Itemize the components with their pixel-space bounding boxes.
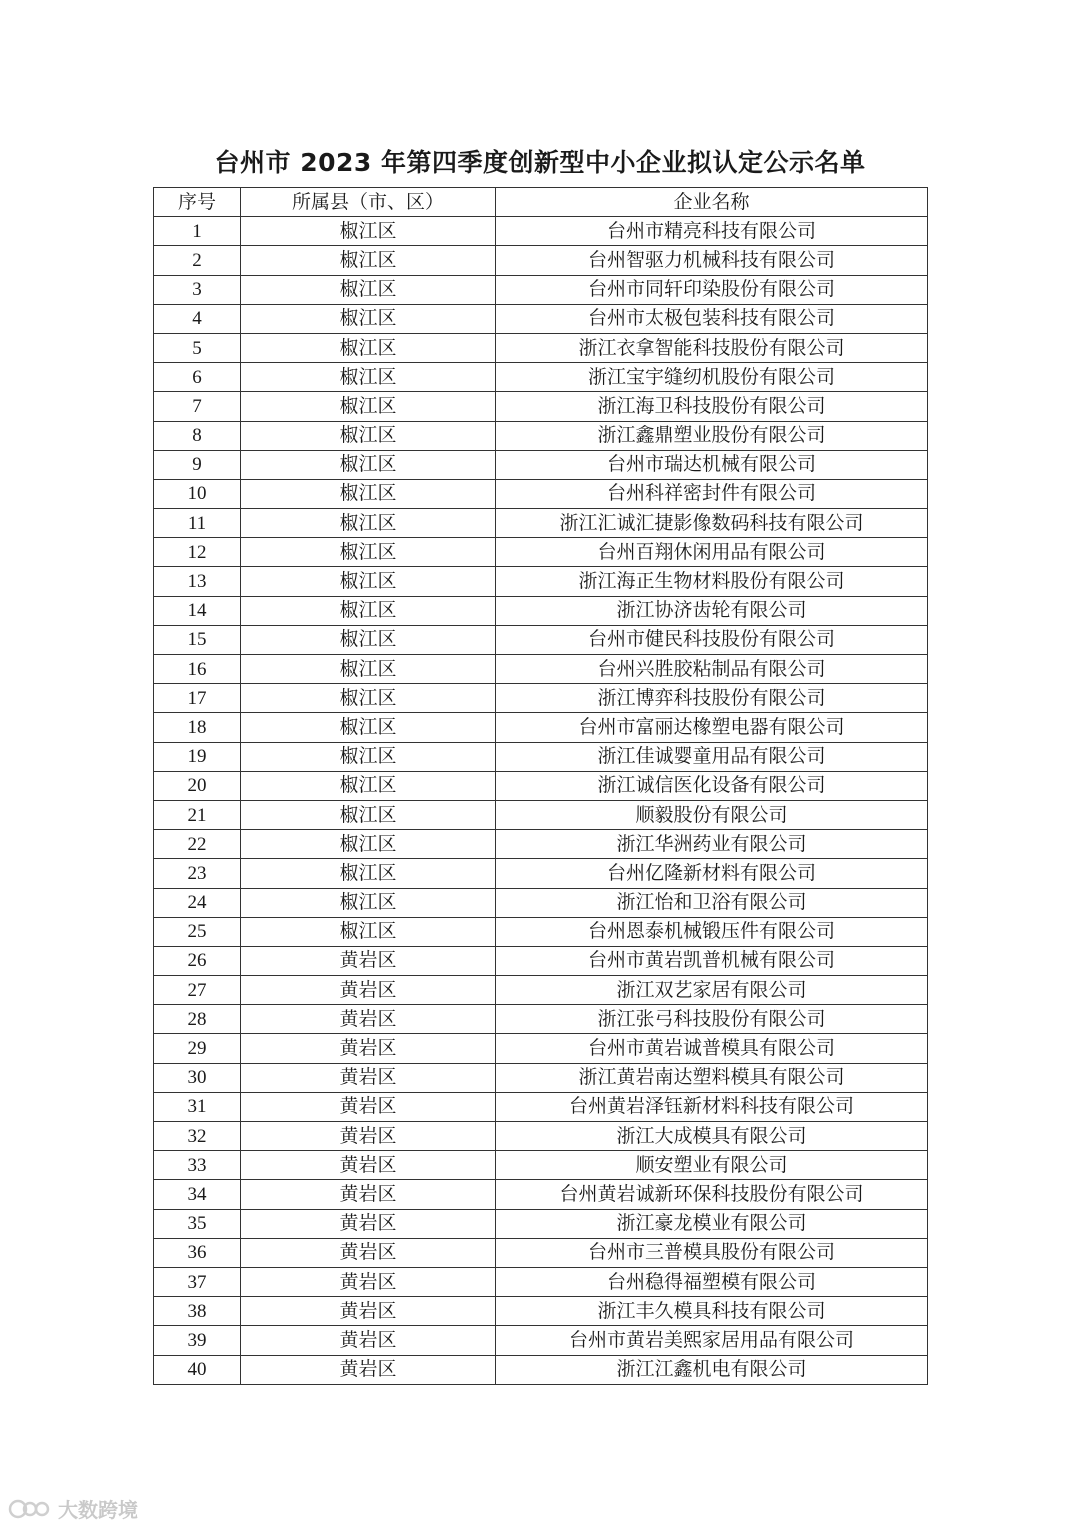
cell-serial-number: 20 [154, 771, 241, 800]
cell-company-name: 浙江海卫科技股份有限公司 [496, 392, 928, 421]
table-row [154, 275, 928, 304]
cell-company-name: 台州智驱力机械科技有限公司 [496, 246, 928, 275]
header-serial-number: 序号 [154, 188, 241, 217]
cell-district: 黄岩区 [241, 1238, 496, 1267]
cell-company-name: 浙江衣拿智能科技股份有限公司 [496, 333, 928, 362]
table-row [154, 392, 928, 421]
table-row [154, 246, 928, 275]
cell-company-name: 浙江张弓科技股份有限公司 [496, 1005, 928, 1034]
table-row [154, 1209, 928, 1238]
cell-company-name: 浙江诚信医化设备有限公司 [496, 771, 928, 800]
cell-serial-number: 1 [154, 217, 241, 246]
cell-serial-number: 17 [154, 684, 241, 713]
table-row [154, 1151, 928, 1180]
cell-serial-number: 38 [154, 1297, 241, 1326]
cell-company-name: 浙江博弈科技股份有限公司 [496, 684, 928, 713]
company-list-table [153, 187, 928, 1385]
cell-company-name: 顺安塑业有限公司 [496, 1151, 928, 1180]
watermark-logo-icon [8, 1497, 52, 1521]
cell-company-name: 台州市黄岩诚普模具有限公司 [496, 1034, 928, 1063]
table-row [154, 333, 928, 362]
cell-district: 椒江区 [241, 275, 496, 304]
watermark [8, 1494, 138, 1523]
table-row [154, 1063, 928, 1092]
cell-company-name: 台州恩泰机械锻压件有限公司 [496, 917, 928, 946]
cell-district: 椒江区 [241, 333, 496, 362]
table-row [154, 567, 928, 596]
cell-serial-number: 3 [154, 275, 241, 304]
table-row [154, 888, 928, 917]
cell-serial-number: 13 [154, 567, 241, 596]
cell-district: 黄岩区 [241, 1326, 496, 1355]
cell-serial-number: 6 [154, 363, 241, 392]
cell-district: 椒江区 [241, 888, 496, 917]
table-row [154, 450, 928, 479]
table-row [154, 1122, 928, 1151]
header-district: 所属县（市、区） [241, 188, 496, 217]
cell-district: 黄岩区 [241, 1267, 496, 1296]
table-row [154, 1034, 928, 1063]
cell-serial-number: 24 [154, 888, 241, 917]
cell-company-name: 台州市三普模具股份有限公司 [496, 1238, 928, 1267]
cell-company-name: 顺毅股份有限公司 [496, 800, 928, 829]
table-row [154, 479, 928, 508]
cell-serial-number: 16 [154, 655, 241, 684]
cell-company-name: 浙江丰久模具科技有限公司 [496, 1297, 928, 1326]
cell-serial-number: 35 [154, 1209, 241, 1238]
cell-serial-number: 23 [154, 859, 241, 888]
cell-serial-number: 28 [154, 1005, 241, 1034]
table-row [154, 771, 928, 800]
document-title: 台州市 2023 年第四季度创新型中小企业拟认定公示名单 [214, 148, 866, 177]
cell-district: 黄岩区 [241, 1355, 496, 1384]
table-row [154, 1297, 928, 1326]
table-row [154, 509, 928, 538]
cell-district: 椒江区 [241, 363, 496, 392]
cell-district: 椒江区 [241, 421, 496, 450]
table-row [154, 917, 928, 946]
table-row [154, 859, 928, 888]
cell-serial-number: 30 [154, 1063, 241, 1092]
cell-district: 黄岩区 [241, 1209, 496, 1238]
cell-serial-number: 37 [154, 1267, 241, 1296]
cell-district: 黄岩区 [241, 1092, 496, 1121]
cell-company-name: 浙江鑫鼎塑业股份有限公司 [496, 421, 928, 450]
table-row [154, 421, 928, 450]
cell-company-name: 浙江双艺家居有限公司 [496, 976, 928, 1005]
cell-serial-number: 36 [154, 1238, 241, 1267]
cell-district: 椒江区 [241, 771, 496, 800]
cell-company-name: 台州黄岩诚新环保科技股份有限公司 [496, 1180, 928, 1209]
cell-company-name: 台州市富丽达橡塑电器有限公司 [496, 713, 928, 742]
table-row [154, 946, 928, 975]
cell-company-name: 台州市瑞达机械有限公司 [496, 450, 928, 479]
cell-company-name: 台州市太极包装科技有限公司 [496, 304, 928, 333]
cell-serial-number: 15 [154, 625, 241, 654]
cell-district: 椒江区 [241, 509, 496, 538]
cell-district: 椒江区 [241, 859, 496, 888]
cell-serial-number: 21 [154, 800, 241, 829]
cell-serial-number: 19 [154, 742, 241, 771]
cell-district: 椒江区 [241, 742, 496, 771]
table-row [154, 1092, 928, 1121]
cell-serial-number: 34 [154, 1180, 241, 1209]
cell-company-name: 浙江协济齿轮有限公司 [496, 596, 928, 625]
table-row [154, 655, 928, 684]
cell-district: 椒江区 [241, 625, 496, 654]
cell-serial-number: 4 [154, 304, 241, 333]
cell-serial-number: 33 [154, 1151, 241, 1180]
cell-district: 椒江区 [241, 538, 496, 567]
cell-serial-number: 11 [154, 509, 241, 538]
table-row [154, 1005, 928, 1034]
table-row [154, 830, 928, 859]
table-row [154, 684, 928, 713]
table-row [154, 1238, 928, 1267]
table-row [154, 596, 928, 625]
cell-district: 椒江区 [241, 917, 496, 946]
watermark-text: 大数跨境 [58, 1498, 138, 1522]
cell-serial-number: 9 [154, 450, 241, 479]
table-row [154, 1355, 928, 1384]
cell-serial-number: 7 [154, 392, 241, 421]
cell-district: 黄岩区 [241, 946, 496, 975]
cell-district: 黄岩区 [241, 1034, 496, 1063]
cell-serial-number: 26 [154, 946, 241, 975]
table-row [154, 800, 928, 829]
cell-district: 椒江区 [241, 304, 496, 333]
table-header-row [154, 188, 928, 217]
cell-district: 椒江区 [241, 655, 496, 684]
cell-district: 黄岩区 [241, 1151, 496, 1180]
table-row [154, 363, 928, 392]
cell-serial-number: 8 [154, 421, 241, 450]
cell-serial-number: 22 [154, 830, 241, 859]
cell-district: 黄岩区 [241, 1005, 496, 1034]
cell-company-name: 台州亿隆新材料有限公司 [496, 859, 928, 888]
table-row [154, 1267, 928, 1296]
table-row [154, 304, 928, 333]
cell-serial-number: 2 [154, 246, 241, 275]
cell-serial-number: 25 [154, 917, 241, 946]
table-row [154, 217, 928, 246]
cell-district: 黄岩区 [241, 1180, 496, 1209]
cell-company-name: 浙江大成模具有限公司 [496, 1122, 928, 1151]
cell-district: 椒江区 [241, 596, 496, 625]
cell-company-name: 台州稳得福塑模有限公司 [496, 1267, 928, 1296]
cell-serial-number: 12 [154, 538, 241, 567]
cell-company-name: 浙江宝宇缝纫机股份有限公司 [496, 363, 928, 392]
header-company-name: 企业名称 [496, 188, 928, 217]
table-body [154, 217, 928, 1385]
cell-district: 黄岩区 [241, 976, 496, 1005]
cell-serial-number: 40 [154, 1355, 241, 1384]
cell-serial-number: 27 [154, 976, 241, 1005]
cell-serial-number: 29 [154, 1034, 241, 1063]
cell-serial-number: 32 [154, 1122, 241, 1151]
table-row [154, 1180, 928, 1209]
cell-company-name: 台州黄岩泽钰新材料科技有限公司 [496, 1092, 928, 1121]
cell-district: 椒江区 [241, 830, 496, 859]
cell-district: 黄岩区 [241, 1063, 496, 1092]
cell-company-name: 台州市同轩印染股份有限公司 [496, 275, 928, 304]
cell-district: 椒江区 [241, 684, 496, 713]
cell-district: 黄岩区 [241, 1297, 496, 1326]
cell-company-name: 浙江江鑫机电有限公司 [496, 1355, 928, 1384]
table-row [154, 742, 928, 771]
cell-company-name: 台州百翔休闲用品有限公司 [496, 538, 928, 567]
cell-district: 黄岩区 [241, 1122, 496, 1151]
cell-serial-number: 14 [154, 596, 241, 625]
cell-company-name: 浙江黄岩南达塑料模具有限公司 [496, 1063, 928, 1092]
cell-company-name: 台州市精亮科技有限公司 [496, 217, 928, 246]
cell-serial-number: 31 [154, 1092, 241, 1121]
cell-company-name: 台州兴胜胶粘制品有限公司 [496, 655, 928, 684]
cell-company-name: 浙江华洲药业有限公司 [496, 830, 928, 859]
cell-district: 椒江区 [241, 392, 496, 421]
cell-company-name: 浙江佳诚婴童用品有限公司 [496, 742, 928, 771]
table-row [154, 976, 928, 1005]
cell-serial-number: 5 [154, 333, 241, 362]
table-row [154, 625, 928, 654]
cell-company-name: 浙江汇诚汇捷影像数码科技有限公司 [496, 509, 928, 538]
cell-district: 椒江区 [241, 800, 496, 829]
cell-district: 椒江区 [241, 567, 496, 596]
cell-company-name: 浙江豪龙模业有限公司 [496, 1209, 928, 1238]
cell-serial-number: 10 [154, 479, 241, 508]
cell-district: 椒江区 [241, 479, 496, 508]
cell-company-name: 台州市黄岩凯普机械有限公司 [496, 946, 928, 975]
cell-serial-number: 18 [154, 713, 241, 742]
cell-district: 椒江区 [241, 450, 496, 479]
table-row [154, 1326, 928, 1355]
cell-district: 椒江区 [241, 713, 496, 742]
cell-company-name: 台州市黄岩美熙家居用品有限公司 [496, 1326, 928, 1355]
cell-company-name: 台州市健民科技股份有限公司 [496, 625, 928, 654]
cell-company-name: 浙江怡和卫浴有限公司 [496, 888, 928, 917]
cell-district: 椒江区 [241, 217, 496, 246]
cell-company-name: 台州科祥密封件有限公司 [496, 479, 928, 508]
cell-company-name: 浙江海正生物材料股份有限公司 [496, 567, 928, 596]
table-row [154, 713, 928, 742]
cell-serial-number: 39 [154, 1326, 241, 1355]
cell-district: 椒江区 [241, 246, 496, 275]
table-row [154, 538, 928, 567]
